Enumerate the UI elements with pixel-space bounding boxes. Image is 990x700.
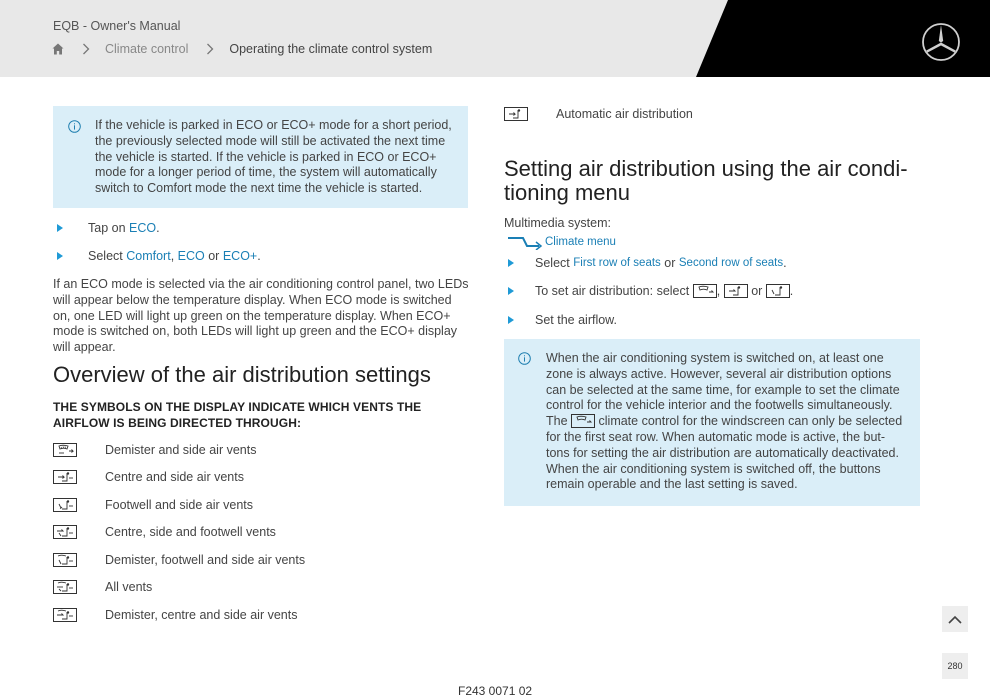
step-select-seat-row: Select First row of seats or Second row of seats . xyxy=(508,256,787,270)
page-number-badge[interactable]: 280 xyxy=(942,653,968,679)
breadcrumb xyxy=(52,42,432,56)
eco-led-paragraph: If an ECO mode is selected via the air conditioning control panel, two LEDs will appear below the temperature display. When ECO mode is switched on, one LED will light up green on the temperature display. When ECO+ mode is switched on, both LEDs will light up green and the ECO+ display will appear. xyxy=(53,277,469,355)
climate-menu-path xyxy=(507,235,616,251)
breadcrumb-current-page: Operating the climate control system xyxy=(229,42,433,56)
zones-info-box xyxy=(504,339,920,506)
demister-centre-side-icon xyxy=(53,608,77,622)
vent-row-demister-centre-side xyxy=(53,608,297,622)
vent-row-demister-side xyxy=(53,443,256,457)
home-icon[interactable] xyxy=(52,43,64,55)
chevron-right-icon xyxy=(82,43,90,55)
eco-info-box xyxy=(53,106,468,208)
brand-star-logo xyxy=(921,22,961,62)
vent-row-centre-side xyxy=(53,470,244,484)
figure-code: F243 0071 02 xyxy=(458,684,533,698)
info-icon xyxy=(518,352,531,365)
demister-button-icon[interactable] xyxy=(693,284,717,298)
vent-label: Demister, footwell and side air vents xyxy=(105,553,306,567)
page-header xyxy=(0,0,990,77)
bullet-arrow-icon xyxy=(508,259,514,267)
vent-row-footwell-side xyxy=(53,498,253,512)
vent-label: Centre, side and footwell vents xyxy=(105,525,276,539)
vent-row-centre-side-footwell xyxy=(53,525,276,539)
eco-link[interactable]: ECO xyxy=(129,221,157,235)
demister-footwell-side-icon xyxy=(53,553,77,567)
info-icon xyxy=(68,120,81,133)
comfort-link[interactable]: Comfort xyxy=(126,249,171,263)
eco-link[interactable]: ECO xyxy=(177,249,205,263)
symbols-subheading: THE SYMBOLS ON THE DISPLAY INDICATE WHICH VENTS THE AIRFLOW IS BEING DIRECTED THROUGH: xyxy=(53,400,422,430)
centre-side-icon xyxy=(53,470,77,484)
vent-label: Demister and side air vents xyxy=(105,443,257,457)
eco-note-text: If the vehicle is parked in ECO or ECO+ mode for a short period, the previously selected mode will still be activated the next time the vehicle is started. If the vehicle is parked in ECO or ECO+ mode for a longer period of time, the system will automatically switch to Comfort mode the next time the vehicle is started. xyxy=(95,118,452,196)
vent-row-demister-footwell-side xyxy=(53,553,305,567)
second-row-link[interactable]: Second row of seats xyxy=(678,257,784,269)
scroll-to-top-button[interactable] xyxy=(942,606,968,632)
climate-menu-link[interactable]: Climate menu xyxy=(545,236,616,248)
eco-plus-link[interactable]: ECO+ xyxy=(222,249,258,263)
demister-symbol-icon xyxy=(571,414,595,428)
bullet-arrow-icon xyxy=(508,287,514,295)
demister-side-icon xyxy=(53,443,77,457)
vent-label: Footwell and side air vents xyxy=(105,498,253,512)
auto-distribution-label: Automatic air distribution xyxy=(556,107,693,121)
step-set-airflow: Set the airflow. xyxy=(508,313,617,327)
breadcrumb-climate-control[interactable]: Climate control xyxy=(105,42,189,56)
zones-note-text: When the air conditioning system is switched on, at least one zone is always active. However, several air distribution options can be selected at the same time, for example to set the climate control for the vehicle interior and the footwells simultaneously. The climate control for the windscreen can only be selected for the first seat row. When automatic mode is active, the but-tons for setting the air distribution are automatically deactivated. When the air conditioning system is switched off, the buttons remain operable and the last setting is saved. xyxy=(546,351,903,492)
step-tap-eco: Tap on ECO . xyxy=(57,221,160,235)
multimedia-label: Multimedia system: xyxy=(504,216,611,230)
centre-side-footwell-icon xyxy=(53,525,77,539)
first-row-link[interactable]: First row of seats xyxy=(573,257,661,269)
vent-label: All vents xyxy=(105,580,153,594)
vent-label: Demister, centre and side air vents xyxy=(105,608,298,622)
step-set-distribution: To set air distribution: select , or . xyxy=(508,284,793,298)
centre-vent-button-icon[interactable] xyxy=(724,284,748,298)
header-black-panel xyxy=(0,0,990,77)
manual-title: EQB - Owner's Manual xyxy=(53,19,181,33)
setting-air-distribution-heading: Setting air distribution using the air condi- tioning menu xyxy=(504,156,908,205)
automatic-distribution-icon xyxy=(504,107,528,121)
bullet-arrow-icon xyxy=(57,224,63,232)
chevron-up-icon xyxy=(948,615,962,624)
overview-heading: Overview of the air distribution settings xyxy=(53,362,431,387)
footwell-button-icon[interactable] xyxy=(766,284,790,298)
step-select-mode: Select Comfort , ECO or ECO+ . xyxy=(57,249,261,263)
menu-path-arrow-icon xyxy=(507,236,543,250)
vent-row-all-vents xyxy=(53,580,152,594)
auto-distribution-row xyxy=(504,107,693,121)
all-vents-icon xyxy=(53,580,77,594)
vent-label: Centre and side air vents xyxy=(105,470,244,484)
bullet-arrow-icon xyxy=(508,316,514,324)
bullet-arrow-icon xyxy=(57,252,63,260)
footwell-side-icon xyxy=(53,498,77,512)
chevron-right-icon xyxy=(206,43,214,55)
